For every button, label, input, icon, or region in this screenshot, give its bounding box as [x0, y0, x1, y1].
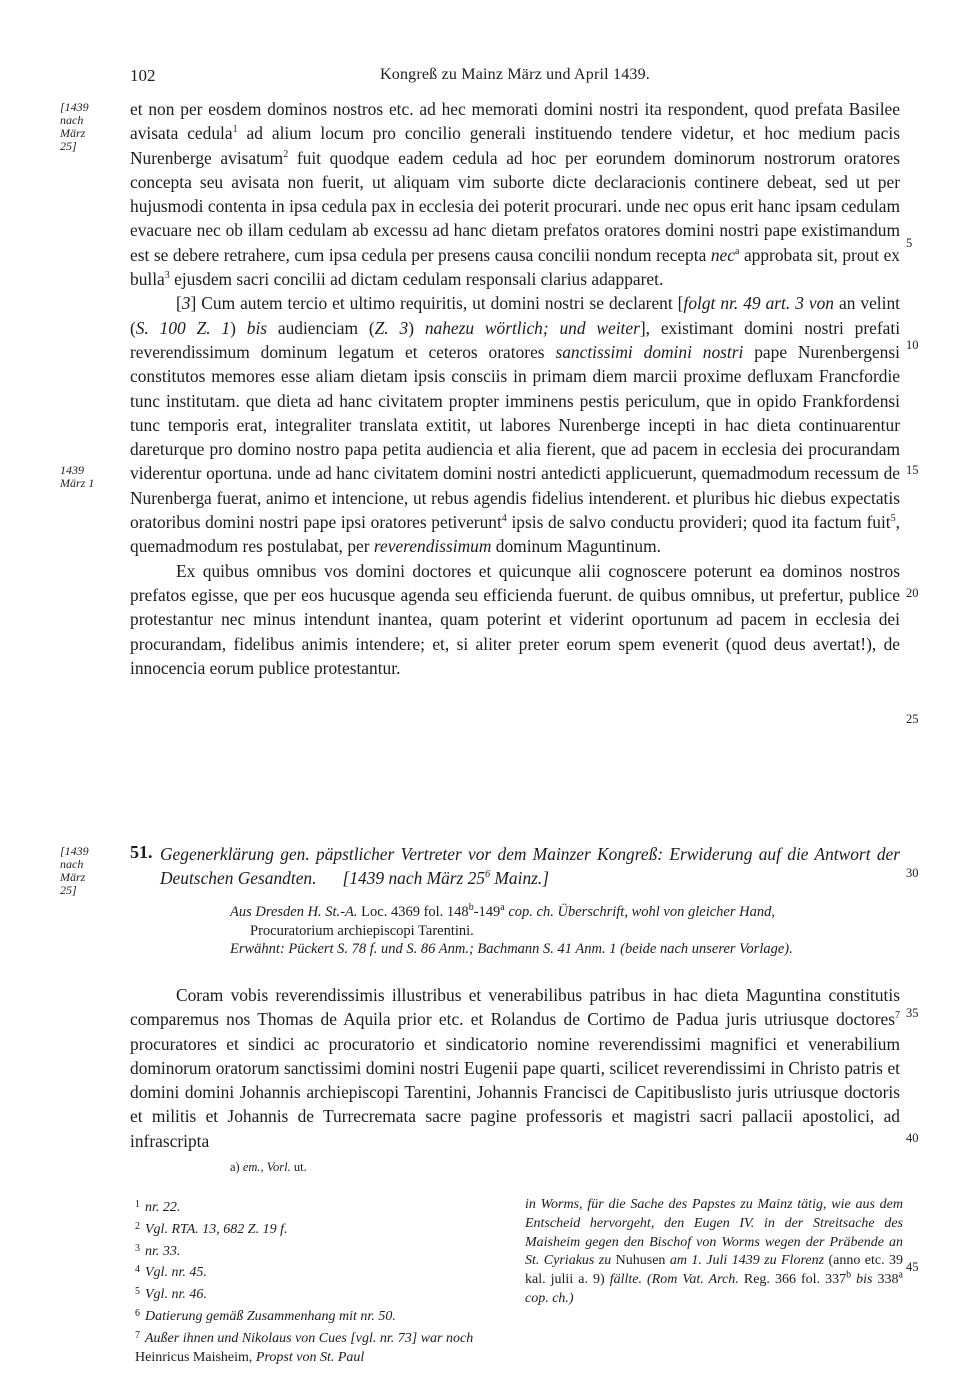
paragraph: Coram vobis reverendissimis illustribus et venerabilibus patribus in hac dieta Maguntina constitutis comparemus nos Thomas de Aquila prior etc. et Rolandus de Cortimo de Padua juris utriusque doctores$^7$ procuratores et sindici ac procuratorio et sindicatorio nomine reverendissimi magnifici et venerabilium dominorum oratorum sanctissimi domini nostri Eugenii pape quarti, scilicet reverendissimi in Christo patris et domini domini Johannis archiepiscopi Tarentini, Johannis Francisci de Capitibuslisto juris utriusque doctoris et militis et Johannis de Turrecremata sacre pagine professoris et magistri sacri pallacii apostolici, ad infrascripta [130, 985, 900, 1151]
paragraph: [3] Cum autem tercio et ultimo requiritis, ut domini nostri se declarent [folgt nr. 49 art. 3 von an velint (S. 100 Z. 1) bis audienciam (Z. 3) nahezu wörtlich; und weiter], existimant domini nostri prefati reverendissimum dominum legatum et ceteros oratores sanctissimi domini nostri pape Nurenbergensi constitutos memores esse aliam dietam ipsis consciis in primam diem marcii proxime defluxam Francfordie tunc institutam. que dieta ad hanc civitatem propter imminens pestis periculum, que in opido Frankfordensi tunc temporis erat, integraliter translata extitit, ut labores Nurenberge incepti in hac dieta continuarentur dareturque pro domino nostro papa petita audiencia et alia fierent, que ad pacem in ecclesia dei procurandam viderentur oportuna. unde ad hanc civitatem domini nostri antedicti applicuerunt, quemadmodum recessum de Nurenberga fuerat, animo et intencione, ut rebus agendis fidelius intenderent. et pluribus hic diebus expectatis oratoribus domini nostri pape ipsi oratores petiverunt$^4$ ipsis de salvo conductu provideri; quod ita factum fuit$^5$, quemadmodum res postulabat, per reverendissimum dominum Maguntinum. [130, 293, 901, 557]
footnote: $^5$ Vgl. nr. 46. [135, 1286, 207, 1303]
line-number: 15 [906, 463, 919, 477]
margin-line: nach [60, 857, 84, 871]
margin-line: 25] [60, 883, 77, 897]
footnote: $^7$ Außer ihnen und Nikolaus von Cues [vgl. nr. 73] war noch Heinricus Maisheim, Propst von St. Paul [135, 1329, 474, 1365]
margin-line: 25] [60, 139, 77, 153]
running-head: Kongreß zu Mainz März und April 1439. [379, 66, 650, 83]
line-number: 40 [906, 1131, 919, 1145]
paragraph: et non per eosdem dominos nostros etc. ad hec memorati domini nostri ita respondent, quod prefata Basilee avisata cedula$^1$ ad alium locum pro concilio generali instituendo tendere videtur, et hoc medium pacis Nurenberge avisatum$^2$ fuit quodque eadem cedula ad hoc per eorundem dominorum nostrorum oratores concepta seu avisata non fuerit, ut aliquam vim suborte dicte declaracionis continere debeat, sed ut per hujusmodi contenta in ipsa cedula pax in ecclesia dei poterit procurari. unde nec opus erit hanc ipsam cedulam evacuare nec ob illam cedulam ab excessu ad hanc dietam prefatos oratores domini nostri pape existimandum est se debere retrahere, cum ipsa cedula per presens causa concilii nondum recepta nec$^a$ approbata sit, prout ex bulla$^3$ ejusdem sacri concilii ad dictam cedulam responsali clarius adapparet. [130, 99, 901, 290]
line-number: 35 [906, 1006, 919, 1020]
footnotes-right [525, 1196, 903, 1309]
margin-line: März [60, 870, 86, 884]
source-line: Procuratorium archiepiscopi Tarentini. [250, 922, 474, 939]
document-text [130, 983, 900, 1153]
source-line: Erwähnt: Pückert S. 78 f. und S. 86 Anm.; Bachmann S. 41 Anm. 1 (beide nach unserer Vorlage). [230, 941, 793, 957]
main-text [130, 97, 900, 680]
document-title: Gegenerklärung gen. päpstlicher Vertreter vor dem Mainzer Kongreß: Erwiderung auf die Antwort der Deutschen Gesandten. [1439 nach März $25^6$ Mainz.] [160, 844, 900, 888]
paragraph: Ex quibus omnibus vos domini doctores et quicunque alii cognoscere poterunt ea dominos nostros prefatos egisse, que per eos hucusque agenda seu efficienda fuerunt. de quibus omnibus, ut prefertur, publice protestantur nec minus intendunt inantea, quam poterint et viderint oportunum ad pacem in ecclesia dei procurandam, fidelibus animis intendere; et, si aliter preter eorum spem evenerit (quod deus avertat!), de innocencia eorum publice protestantur. [130, 560, 900, 678]
page-header [130, 66, 900, 92]
margin-date-note [60, 464, 126, 490]
document-number: 51. [130, 842, 153, 862]
footnote: $^4$ Vgl. nr. 45. [135, 1264, 207, 1281]
margin-line: [1439 [60, 100, 89, 114]
line-number: 5 [906, 236, 913, 250]
footnote-continuation: in Worms, für die Sache des Papstes zu Mainz tätig, wie aus dem Entscheid hervorgeht, den Eugen IV. in der Streitsache des Maisheim gegen den Bischof von Worms wegen der Präbende an St. Cyriakus zu Nuhusen am 1. Juli 1439 zu Florenz (anno etc. 39 kal. julii a. 9) fällte. (Rom Vat. Arch. Reg. 366 fol. 337$^b$ bis 338$^a$ cop. ch.) [525, 1197, 904, 1306]
source-note [230, 903, 900, 959]
textual-footnote: a) em., Vorl. ut. [230, 1160, 307, 1174]
line-number: 25 [906, 712, 919, 726]
footnote: $^2$ Vgl. RTA. 13, 682 Z. 19 f. [135, 1220, 288, 1237]
line-number: 30 [906, 866, 919, 880]
footnote: $^1$ nr. 22. [135, 1199, 181, 1215]
line-number: 45 [906, 1260, 919, 1274]
line-number: 10 [906, 338, 919, 352]
margin-line: März 1 [60, 476, 95, 490]
page-number: 102 [130, 66, 156, 85]
source-line: Aus Dresden H. St.-A. Loc. 4369 fol. 148$^b$-149$^a$ cop. ch. Überschrift, wohl von gleicher Hand, [230, 902, 775, 920]
line-number: 20 [906, 586, 919, 600]
margin-line: [1439 [60, 844, 89, 858]
margin-line: 1439 [60, 463, 84, 477]
footnote: $^3$ nr. 33. [135, 1242, 181, 1259]
footnotes-left [135, 1196, 515, 1367]
footnote: $^6$ Datierung gemäß Zusammenhang mit nr. 50. [135, 1307, 396, 1324]
margin-date-note [60, 845, 126, 897]
margin-line: März [60, 126, 86, 140]
margin-date-note [60, 101, 126, 153]
margin-line: nach [60, 113, 84, 127]
